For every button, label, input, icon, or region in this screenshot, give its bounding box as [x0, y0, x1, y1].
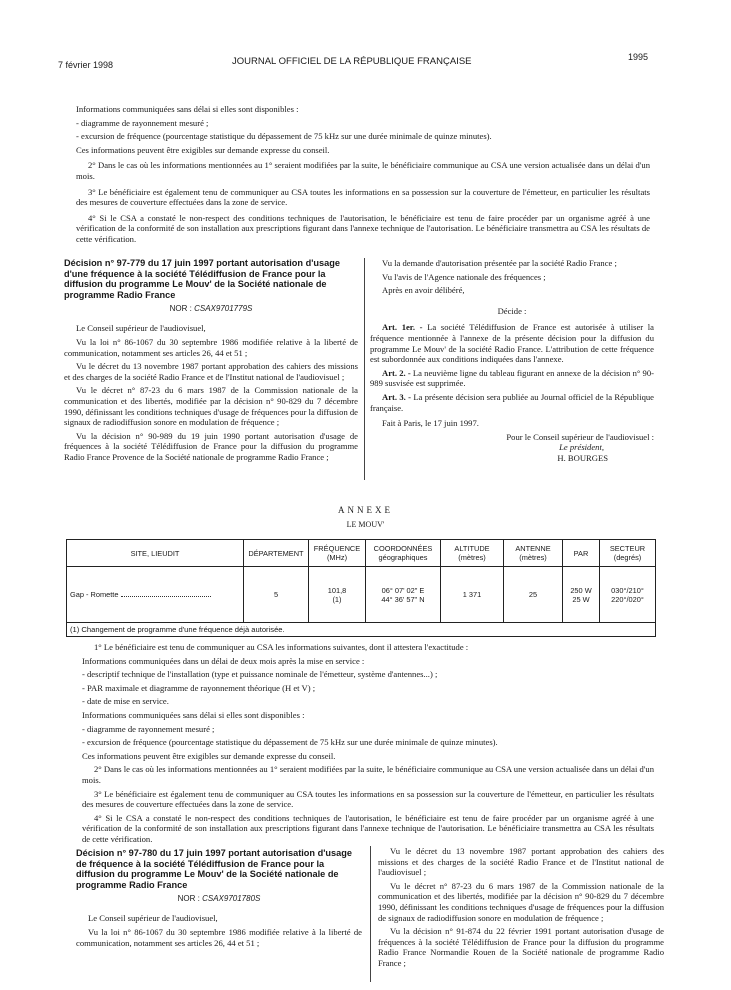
header-cell: SECTEUR (degrés) — [600, 540, 656, 567]
decision1-right-column — [370, 258, 654, 464]
nor-code: CSAX9701779S — [194, 304, 253, 314]
signature-line: Pour le Conseil supérieur de l'audiovisuel : — [506, 431, 654, 442]
fait-line: Fait à Paris, le 17 juin 1997. — [382, 418, 479, 429]
header-cell: ALTITUDE (mètres) — [441, 540, 504, 567]
paragraph: 3° Le bénéficiaire est également tenu de communiquer au CSA toutes les informations en sa possession sur la couverture de l'émetteur, en particulier les résultats des mesures de couverture effectuées dans la zone de service. — [76, 186, 650, 208]
page-number: 1995 — [628, 52, 649, 62]
paragraph: Le Conseil supérieur de l'audiovisuel, — [76, 323, 206, 334]
paragraph: 4° Si le CSA a constaté le non-respect des conditions techniques de l'autorisation, le bénéficiaire est tenu de faire procéder par un organisme agréé à une vérification de la conformité de son installation aux prescriptions figurant dans l'annexe technique de l'autorisation. Le bénéficiaire transmettra au CSA les résultats de cette vérification. — [82, 812, 654, 844]
signature-title: Le président, — [559, 442, 604, 453]
article-text: La société Télédiffusion de France est autorisée à utiliser la fréquence mentionnée à l'annexe de la présente décision pour la diffusion du programme Le Mouv' de la société Radio France. L'attribution de cette fréquence est subordonnée aux conditions indiquées dans l'annexe. — [370, 322, 655, 365]
freq-value: 101,8 — [327, 585, 347, 595]
paragraph: Vu la décision n° 91-874 du 22 février 1991 portant autorisation d'usage de fréquences à la société Télédiffusion de France pour la diffusion du programme Radio France Normandie Rouen de la Société nationale de programme Radio France ; — [378, 926, 664, 968]
coord-north: 44° 36' 57" N — [381, 594, 425, 604]
column-divider — [370, 846, 371, 982]
header-cell: ANTENNE (mètres) — [504, 540, 563, 567]
paragraph: - date de mise en service. — [82, 696, 169, 707]
article-2 — [370, 368, 654, 389]
annexe-table — [66, 539, 656, 637]
paragraph: Ces informations peuvent être exigibles sur demande expresse du conseil. — [82, 750, 336, 761]
article-text: La neuvième ligne du tableau figurant en annexe de la décision n° 90-989 susvisée est supprimée. — [370, 367, 654, 389]
paragraph: Vu le décret du 13 novembre 1987 portant approbation des cahiers des missions et des charges de la société Radio France et de l'Institut national de l'audiovisuel ; — [378, 846, 664, 878]
paragraph: - PAR maximale et diagramme de rayonnement théorique (H et V) ; — [82, 682, 316, 693]
par-value: 250 W — [570, 585, 592, 595]
top-block — [76, 104, 650, 248]
decide-heading: Décide : — [497, 305, 527, 316]
article-text: La présente décision sera publiée au Journal officiel de la République française. — [370, 391, 654, 413]
secteur-cell — [600, 567, 656, 623]
antenne-cell: 25 — [504, 567, 563, 623]
table-header-row — [67, 540, 656, 567]
paragraph: Informations communiquées dans un délai de deux mois après la mise en service : — [82, 655, 365, 666]
paragraph: Vu le décret n° 87-23 du 6 mars 1987 de la Commission nationale de la communication et des libertés, modifiée par la décision n° 90-829 du 7 décembre 1990, définissant les conditions techniques d'usage de fréquences pour la diffusion de signaux de radiodiffusion sonore en modulation de fréquence ; — [378, 880, 664, 923]
decision1-title: Décision n° 97-779 du 17 juin 1997 portant autorisation d'usage d'une fréquence à la société Télédiffusion de France pour la diffusion du programme Le Mouv' de la Société nationale de programme Radio France — [64, 258, 340, 300]
secteur-value: 220°/020° — [611, 594, 644, 604]
annexe-subtitle: LE MOUV' — [346, 520, 385, 529]
header-cell: COORDONNÉES géographiques — [366, 540, 441, 567]
paragraph: - descriptif technique de l'installation (type et puissance nominale de l'émetteur, système d'antennes...) ; — [82, 669, 438, 680]
secteur-value: 030°/210° — [611, 585, 644, 595]
alt-cell: 1 371 — [441, 567, 504, 623]
decision2-left-column — [76, 848, 362, 951]
site-name: Gap - Romette — [70, 590, 119, 599]
paragraph: Vu la loi n° 86-1067 du 30 septembre 1986 modifiée relative à la liberté de communication, notamment ses articles 26, 44 et 51 ; — [76, 926, 362, 948]
decision1-left-column — [64, 258, 358, 466]
freq-cell — [309, 567, 366, 623]
article-label: Art. 2. - — [382, 367, 411, 378]
column-divider — [364, 258, 365, 480]
paragraph: Vu la décision n° 90-989 du 19 juin 1990 portant autorisation d'usage de fréquences à la société Télédiffusion de France pour la diffusion du programme Radio France Provence de la Société nationale de programme Radio France ; — [64, 430, 358, 462]
nor-code: CSAX9701780S — [202, 894, 261, 904]
article-label: Art. 3. - — [382, 391, 411, 402]
paragraph: Le Conseil supérieur de l'audiovisuel, — [88, 913, 218, 924]
coord-cell — [366, 567, 441, 623]
header-cell: PAR — [563, 540, 600, 567]
freq-note: (1) — [332, 594, 342, 604]
header-cell: FRÉQUENCE (MHz) — [309, 540, 366, 567]
decision2-right-column — [378, 846, 664, 972]
paragraph: 2° Dans le cas où les informations mentionnées au 1° seraient modifiées par la suite, le bénéficiaire communique au CSA une version actualisée dans un délai d'un mois. — [76, 160, 650, 181]
paragraph: - excursion de fréquence (pourcentage statistique du dépassement de 75 kHz sur une durée minimale de quinze minutes). — [82, 737, 498, 748]
table-note: (1) Changement de programme d'une fréquence déjà autorisée. — [67, 623, 656, 637]
paragraph: - excursion de fréquence (pourcentage statistique du dépassement de 75 kHz sur une durée minimale de quinze minutes). — [76, 131, 492, 142]
decision2-nor — [76, 894, 362, 903]
nor-label: NOR : — [177, 894, 200, 904]
paragraph: Vu la loi n° 86-1067 du 30 septembre 1986 modifiée relative à la liberté de communication, notamment ses articles 26, 44 et 51 ; — [64, 336, 358, 358]
paragraph: Vu le décret n° 87-23 du 6 mars 1987 de la Commission nationale de la communication et des libertés, modifiée par la décision n° 90-829 du 7 décembre 1990, définissant les conditions techniques d'usage de fréquences pour la diffusion de signaux de radiodiffusion sonore en modulation de fréquence ; — [64, 385, 358, 428]
signature-name: H. BOURGES — [557, 452, 608, 463]
middle-block — [82, 642, 654, 848]
article-label: Art. 1er. - — [382, 322, 423, 333]
table-note-row — [67, 623, 656, 637]
decision2-title: Décision n° 97-780 du 17 juin 1997 portant autorisation d'usage de fréquence à la société Télédiffusion de France pour la diffusion du programme Le Mouv' de la Société nationale de programme Radio France — [76, 848, 352, 890]
annexe-title: ANNEXE — [338, 505, 393, 515]
paragraph: - diagramme de rayonnement mesuré ; — [76, 117, 209, 128]
paragraph: Vu l'avis de l'Agence nationale des fréquences ; — [382, 271, 546, 282]
paragraph: - diagramme de rayonnement mesuré ; — [82, 723, 215, 734]
par-cell — [563, 567, 600, 623]
header-date: 7 février 1998 — [58, 60, 114, 70]
paragraph: 4° Si le CSA a constaté le non-respect des conditions techniques de l'autorisation, le bénéficiaire est tenu de faire procéder par un organisme agréé à une vérification de la conformité de son installation aux prescriptions figurant dans l'annexe technique de l'autorisation. Le bénéficiaire transmettra au CSA les résultats de cette vérification. — [76, 212, 650, 244]
paragraph: Vu la demande d'autorisation présentée par la société Radio France ; — [382, 258, 617, 268]
table-row — [67, 567, 656, 623]
journal-title: JOURNAL OFFICIEL DE LA RÉPUBLIQUE FRANÇAISE — [232, 56, 472, 67]
paragraph: Après en avoir délibéré, — [382, 285, 465, 296]
nor-label: NOR : — [169, 304, 192, 314]
article-1 — [370, 322, 654, 364]
paragraph: Vu le décret du 13 novembre 1987 portant approbation des cahiers des missions et des charges de la société Radio France et de l'Institut national de l'audiovisuel ; — [64, 361, 358, 382]
dot-leader — [121, 596, 211, 597]
paragraph: 3° Le bénéficiaire est également tenu de communiquer au CSA toutes les informations en sa possession sur la couverture de l'émetteur, en particulier les résultats des mesures de couverture effectuées dans la zone de service. — [82, 788, 654, 810]
dept-cell: 5 — [244, 567, 309, 623]
header-cell: SITE, LIEUDIT — [67, 540, 244, 567]
paragraph: 1° Le bénéficiaire est tenu de communiquer au CSA les informations suivantes, dont il attestera l'exactitude : — [94, 642, 469, 652]
paragraph: Informations communiquées sans délai si elles sont disponibles : — [82, 709, 305, 720]
par-value: 25 W — [572, 594, 590, 604]
paragraph: Ces informations peuvent être exigibles sur demande expresse du conseil. — [76, 144, 330, 155]
header-cell: DÉPARTEMENT — [244, 540, 309, 567]
paragraph: Informations communiquées sans délai si elles sont disponibles : — [76, 104, 299, 114]
annexe-table-wrap — [66, 539, 656, 637]
article-3 — [370, 392, 654, 413]
site-cell — [67, 567, 244, 623]
coord-east: 06° 07' 02" E — [381, 585, 425, 595]
paragraph: 2° Dans le cas où les informations mentionnées au 1° seraient modifiées par la suite, le bénéficiaire communique au CSA une version actualisée dans un délai d'un mois. — [82, 764, 654, 785]
decision1-nor — [64, 304, 358, 313]
